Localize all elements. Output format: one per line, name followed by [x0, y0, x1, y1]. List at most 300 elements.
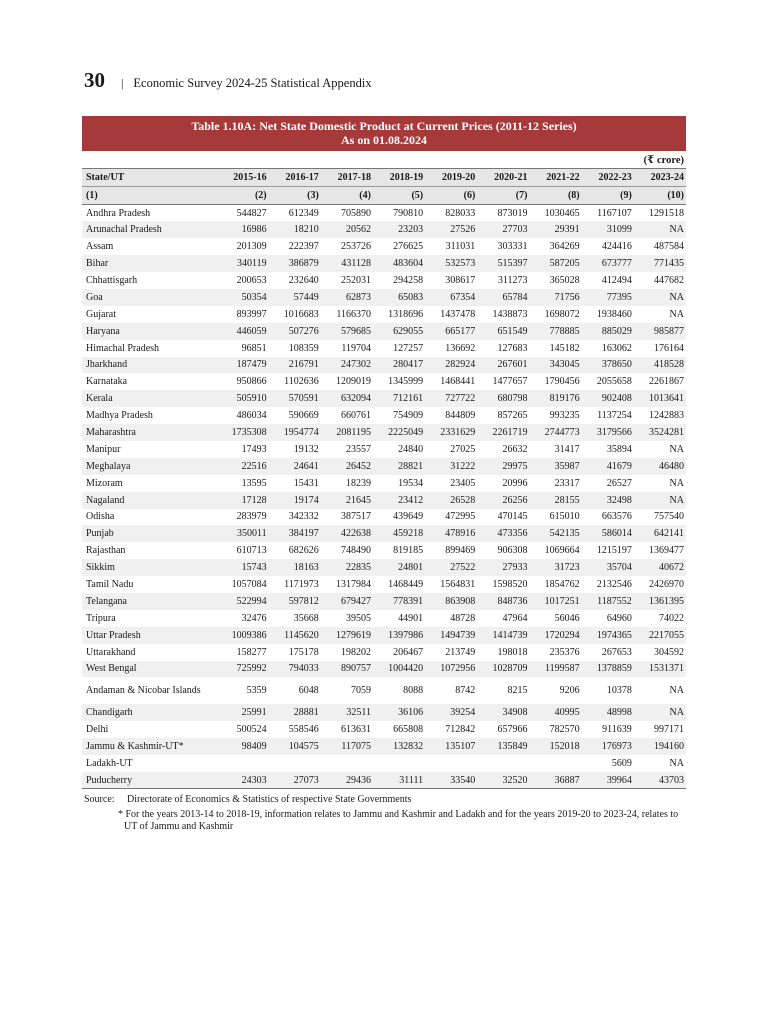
state-name-cell: West Bengal	[86, 663, 137, 675]
value-cell: 657966	[497, 724, 528, 736]
value-cell: 1145620	[284, 629, 319, 641]
column-number: (6)	[425, 187, 477, 205]
value-cell: 20996	[502, 477, 528, 489]
value-cell: 222397	[288, 241, 319, 253]
value-cell: 27703	[502, 224, 528, 236]
value-cell: 2055658	[596, 376, 632, 388]
value-cell: 282924	[445, 359, 476, 371]
value-cell: 682626	[288, 545, 319, 557]
value-cell: 32511	[346, 707, 371, 719]
value-cell: 483604	[393, 258, 424, 270]
value-cell: 18239	[345, 477, 371, 489]
value-cell: 542135	[549, 528, 580, 540]
value-cell: 56046	[554, 612, 580, 624]
column-header: 2016-17	[269, 169, 321, 187]
state-name-cell: Haryana	[86, 325, 120, 337]
value-cell: 612349	[288, 207, 319, 219]
value-cell: 350011	[236, 528, 267, 540]
value-cell: 35987	[554, 460, 580, 472]
value-cell: 532573	[445, 258, 476, 270]
state-name-cell: Sikkim	[86, 562, 115, 574]
state-name-cell: Ladakh-UT	[86, 758, 133, 770]
value-cell: 23557	[345, 443, 371, 455]
state-name-cell: Uttar Pradesh	[86, 629, 141, 641]
state-name-cell: Kerala	[86, 393, 113, 405]
value-cell: 950866	[236, 376, 267, 388]
value-cell: 8215	[507, 685, 528, 697]
table-row	[82, 492, 686, 509]
state-name-cell: Uttarakhand	[86, 646, 136, 658]
value-cell: 424416	[601, 241, 632, 253]
value-cell: 31222	[450, 460, 476, 472]
value-cell: 1187552	[597, 595, 632, 607]
value-cell: 71756	[554, 291, 580, 303]
value-cell: 673777	[601, 258, 632, 270]
value-cell: 2426970	[649, 579, 684, 591]
value-cell: 18163	[293, 562, 319, 574]
value-cell: 705890	[340, 207, 371, 219]
value-cell: 993235	[549, 410, 580, 422]
value-cell: 64960	[606, 612, 632, 624]
value-cell: 25991	[241, 707, 267, 719]
value-cell: 1531371	[649, 663, 684, 675]
value-cell: 632094	[340, 393, 371, 405]
column-header: 2022-23	[582, 169, 634, 187]
value-cell: 19174	[293, 494, 319, 506]
table-row	[82, 390, 686, 407]
state-name-cell: Jharkhand	[86, 359, 128, 371]
value-cell: 447682	[654, 275, 684, 286]
value-cell: 31099	[606, 224, 632, 236]
value-cell: 26256	[502, 494, 528, 506]
value-cell: NA	[669, 291, 684, 303]
value-cell: 1468449	[388, 579, 424, 591]
value-cell: 1938460	[596, 308, 632, 320]
table-row	[82, 373, 686, 390]
value-cell: 828033	[445, 207, 476, 219]
value-cell: 5609	[611, 758, 632, 770]
value-cell: 24641	[293, 460, 319, 472]
value-cell: 384197	[288, 528, 319, 540]
value-cell: 1317984	[335, 579, 371, 591]
value-cell: 615010	[549, 511, 580, 523]
value-cell: 17128	[241, 494, 267, 506]
value-cell: 294258	[393, 275, 424, 286]
value-cell: 96851	[241, 342, 267, 354]
table-title-bar	[82, 116, 686, 151]
value-cell: 1698072	[544, 308, 580, 320]
value-cell: 2261719	[492, 427, 528, 439]
value-cell: 1477657	[492, 376, 528, 388]
data-table-container	[82, 116, 686, 789]
value-cell	[321, 755, 373, 772]
state-name-cell: Nagaland	[86, 494, 125, 506]
value-cell: 343045	[549, 359, 580, 371]
value-cell: 29436	[321, 772, 373, 789]
table-row	[82, 407, 686, 424]
value-cell: 1102636	[284, 376, 319, 388]
value-cell: 41679	[606, 460, 632, 472]
value-cell: 48728	[450, 612, 476, 624]
value-cell: 778885	[549, 325, 580, 337]
value-cell: 26452	[345, 460, 371, 472]
table-row	[82, 441, 686, 458]
value-cell: 507276	[288, 325, 319, 337]
value-cell: 24303	[216, 772, 268, 789]
value-cell: 2081195	[336, 427, 371, 439]
value-cell: 17493	[241, 443, 267, 455]
value-cell: 431128	[341, 258, 371, 270]
value-cell: 158277	[236, 646, 267, 658]
value-cell: 1209019	[335, 376, 371, 388]
state-name-cell: Mizoram	[86, 477, 123, 489]
value-cell: 522994	[236, 595, 267, 607]
value-cell: 252031	[340, 275, 371, 286]
column-header: 2015-16	[216, 169, 268, 187]
value-cell: 857265	[497, 410, 528, 422]
value-cell: NA	[669, 477, 684, 489]
value-cell: 27526	[450, 224, 476, 236]
value-cell: NA	[669, 308, 684, 320]
value-cell: 31111	[373, 772, 425, 789]
value-cell: 1468441	[440, 376, 476, 388]
value-cell: 1028709	[492, 663, 528, 675]
state-name-cell: Andaman & Nicobar Islands	[86, 685, 201, 697]
value-cell: 579685	[340, 325, 371, 337]
value-cell: 1361395	[649, 595, 684, 607]
value-cell: 108359	[288, 342, 319, 354]
value-cell: 1397986	[388, 629, 424, 641]
value-cell: 22516	[241, 460, 267, 472]
value-cell: 39505	[345, 612, 371, 624]
state-name-cell: Maharashtra	[86, 427, 136, 439]
value-cell: 280417	[393, 359, 424, 371]
value-cell: 24801	[398, 562, 424, 574]
state-name-cell: Karnataka	[86, 376, 128, 388]
value-cell: 127257	[393, 342, 424, 354]
value-cell: 778391	[393, 595, 424, 607]
table-row	[82, 559, 686, 576]
value-cell: 1167107	[597, 207, 632, 219]
value-cell: 152018	[549, 741, 580, 753]
value-cell: 98409	[241, 741, 267, 753]
value-cell: 1016683	[283, 308, 319, 320]
value-cell: 997171	[654, 724, 684, 736]
value-cell: 10378	[606, 685, 632, 697]
value-cell: 890757	[340, 663, 371, 675]
value-cell: 771435	[654, 258, 684, 270]
column-number: (8)	[529, 187, 581, 205]
table-row	[82, 205, 686, 222]
value-cell: 48998	[606, 707, 632, 719]
value-cell: 27522	[450, 562, 476, 574]
value-cell: 651549	[497, 325, 528, 337]
table-row	[82, 221, 686, 238]
value-cell: 247302	[340, 359, 371, 371]
value-cell: 198202	[340, 646, 371, 658]
value-cell: 65784	[502, 291, 528, 303]
value-cell: 2225049	[388, 427, 424, 439]
value-cell: 21645	[345, 494, 371, 506]
value-cell: 187479	[236, 359, 267, 371]
table-row	[82, 677, 686, 704]
value-cell: 40672	[659, 562, 684, 574]
value-cell: 727722	[445, 393, 476, 405]
value-cell: 985877	[654, 325, 684, 337]
value-cell: 386879	[288, 258, 319, 270]
table-row	[82, 542, 686, 559]
value-cell: 885029	[601, 325, 632, 337]
value-cell: 679427	[340, 595, 371, 607]
value-cell: 1004420	[388, 663, 424, 675]
value-cell: 19132	[293, 443, 319, 455]
value-cell: 902408	[601, 393, 632, 405]
value-cell: 1954774	[283, 427, 319, 439]
value-cell: 1720294	[544, 629, 580, 641]
value-cell: 660761	[340, 410, 371, 422]
value-cell: 311031	[445, 241, 476, 253]
column-header: 2023-24	[634, 169, 686, 187]
state-name-cell: Puducherry	[82, 772, 216, 789]
table-row	[82, 238, 686, 255]
value-cell: 304592	[654, 646, 684, 658]
column-number: (7)	[477, 187, 529, 205]
table-row	[82, 424, 686, 441]
table-row	[82, 306, 686, 323]
value-cell	[269, 755, 321, 772]
value-cell: 235376	[549, 646, 580, 658]
value-cell: 32498	[606, 494, 632, 506]
value-cell: 558546	[288, 724, 319, 736]
value-cell: 62873	[345, 291, 371, 303]
state-name-cell: Assam	[86, 241, 114, 253]
value-cell: 31723	[554, 562, 580, 574]
column-number: (9)	[582, 187, 634, 205]
value-cell: 267653	[601, 646, 632, 658]
state-name-cell: Delhi	[86, 724, 109, 736]
value-cell: 754909	[393, 410, 424, 422]
value-cell: 1790456	[544, 376, 580, 388]
value-cell: 39254	[450, 707, 476, 719]
source-note	[84, 794, 684, 807]
value-cell: 1437478	[440, 308, 476, 320]
value-cell: 819176	[549, 393, 580, 405]
value-cell: 911639	[602, 724, 632, 736]
value-cell: 57449	[293, 291, 319, 303]
value-cell: 1013641	[649, 393, 684, 405]
table-row	[82, 323, 686, 340]
column-header: 2019-20	[425, 169, 477, 187]
table-row	[82, 721, 686, 738]
value-cell: 303331	[497, 241, 528, 253]
value-cell: 342332	[288, 511, 319, 523]
table-row	[82, 738, 686, 755]
state-name-cell: Tamil Nadu	[86, 579, 134, 591]
value-cell: NA	[669, 443, 684, 455]
value-cell: 629055	[393, 325, 424, 337]
value-cell: 680798	[497, 393, 528, 405]
value-cell: 570591	[288, 393, 319, 405]
table-row	[82, 289, 686, 306]
value-cell: 597812	[288, 595, 319, 607]
column-number: (2)	[216, 187, 268, 205]
table-row	[82, 340, 686, 357]
table-notes	[84, 794, 684, 834]
value-cell: 642141	[654, 528, 684, 540]
value-cell: 473356	[497, 528, 528, 540]
column-number-row	[82, 187, 686, 205]
column-number: (5)	[373, 187, 425, 205]
value-cell: 1166370	[336, 308, 371, 320]
value-cell: 1072956	[440, 663, 476, 675]
state-name-cell: Jammu & Kashmir-UT*	[86, 741, 184, 753]
value-cell: 1291518	[649, 207, 684, 219]
table-body	[82, 205, 686, 789]
value-cell: 27933	[502, 562, 528, 574]
value-cell: 104575	[288, 741, 319, 753]
table-row	[82, 644, 686, 661]
value-cell: 46480	[659, 460, 684, 472]
value-cell: 1009386	[231, 629, 267, 641]
value-cell: 33540	[425, 772, 477, 789]
state-name-cell: Rajasthan	[86, 545, 126, 557]
state-name-cell: Manipur	[86, 443, 121, 455]
value-cell: 26527	[606, 477, 632, 489]
table-row	[82, 509, 686, 526]
table-subtitle: As on 01.08.2024	[340, 133, 427, 147]
state-name-cell: Bihar	[86, 258, 109, 270]
value-cell	[216, 755, 268, 772]
header-separator: |	[121, 76, 124, 90]
value-cell: 5359	[246, 685, 267, 697]
value-cell: 29391	[554, 224, 580, 236]
value-cell: 422638	[340, 528, 371, 540]
value-cell: 899469	[445, 545, 476, 557]
value-cell: 418528	[654, 359, 684, 371]
column-header: 2021-22	[529, 169, 581, 187]
value-cell: 712161	[393, 393, 424, 405]
value-cell: 28821	[398, 460, 424, 472]
value-cell: 2744773	[544, 427, 580, 439]
value-cell: 544827	[236, 207, 267, 219]
value-cell: 863908	[445, 595, 476, 607]
value-cell: 23203	[398, 224, 424, 236]
value-cell: NA	[669, 707, 684, 719]
nsdp-table	[82, 168, 686, 789]
value-cell: 39964	[582, 772, 634, 789]
value-cell: 1369477	[649, 545, 684, 557]
table-row	[82, 593, 686, 610]
value-cell: 3179566	[596, 427, 632, 439]
value-cell	[373, 755, 425, 772]
value-cell: 472995	[445, 511, 476, 523]
value-cell: 163062	[601, 342, 632, 354]
value-cell: 253726	[340, 241, 371, 253]
value-cell: NA	[669, 758, 684, 770]
value-cell: 145182	[549, 342, 580, 354]
value-cell: 1378859	[596, 663, 632, 675]
value-cell: 36887	[529, 772, 581, 789]
column-header: 2020-21	[477, 169, 529, 187]
column-number: (1)	[82, 187, 216, 205]
value-cell: 1318696	[388, 308, 424, 320]
source-label: Source:	[84, 794, 115, 805]
value-cell: 8088	[403, 685, 424, 697]
value-cell: 8742	[455, 685, 476, 697]
value-cell: 486034	[236, 410, 267, 422]
value-cell: 50354	[241, 291, 267, 303]
value-cell	[477, 755, 529, 772]
value-cell: 2132546	[596, 579, 632, 591]
value-cell: 15431	[293, 477, 319, 489]
value-cell: 725992	[236, 663, 267, 675]
value-cell: 7059	[350, 685, 371, 697]
value-cell: 308617	[445, 275, 476, 286]
value-cell: 26528	[450, 494, 476, 506]
state-name-cell: Punjab	[86, 528, 114, 540]
value-cell: 200653	[236, 275, 267, 286]
value-cell: 283979	[236, 511, 267, 523]
value-cell: 844809	[445, 410, 476, 422]
value-cell: 32520	[477, 772, 529, 789]
value-cell: 906308	[497, 545, 528, 557]
value-cell: 412494	[601, 275, 632, 286]
table-row	[82, 576, 686, 593]
value-cell: 1438873	[492, 308, 528, 320]
value-cell: 74022	[659, 612, 684, 624]
table-row	[82, 255, 686, 272]
value-cell: 3524281	[649, 427, 684, 439]
column-number: (3)	[269, 187, 321, 205]
table-row	[82, 704, 686, 721]
value-cell: 2217055	[649, 629, 684, 641]
value-cell: 35668	[293, 612, 319, 624]
value-cell: 848736	[497, 595, 528, 607]
column-header: 2018-19	[373, 169, 425, 187]
state-name-cell: Arunachal Pradesh	[86, 224, 162, 236]
column-header-row	[82, 169, 686, 187]
state-name-cell: Gujarat	[86, 308, 116, 320]
value-cell: 446059	[236, 325, 267, 337]
value-cell: 1494739	[440, 629, 476, 641]
value-cell: 365028	[549, 275, 580, 286]
value-cell: 23317	[554, 477, 580, 489]
value-cell: 26632	[502, 443, 528, 455]
source-text: Directorate of Economics & Statistics of respective State Governments	[127, 794, 412, 805]
value-cell: 500524	[236, 724, 267, 736]
value-cell: 31417	[554, 443, 580, 455]
value-cell: 34908	[502, 707, 528, 719]
value-cell: 175178	[288, 646, 319, 658]
value-cell: 1414739	[492, 629, 528, 641]
state-name-cell: Chandigarh	[86, 707, 133, 719]
table-row	[82, 661, 686, 678]
value-cell: 20562	[345, 224, 371, 236]
unit-label: (₹ crore)	[643, 155, 684, 166]
value-cell: 65083	[398, 291, 424, 303]
state-name-cell: Himachal Pradesh	[86, 342, 160, 354]
value-cell: 663576	[601, 511, 632, 523]
value-cell: 364269	[549, 241, 580, 253]
value-cell: 1215197	[596, 545, 632, 557]
value-cell: 1345999	[388, 376, 424, 388]
table-row	[82, 610, 686, 627]
value-cell: NA	[669, 685, 684, 697]
value-cell: 176973	[601, 741, 632, 753]
table-row	[82, 755, 686, 772]
value-cell: 18210	[293, 224, 319, 236]
value-cell: 478916	[445, 528, 476, 540]
